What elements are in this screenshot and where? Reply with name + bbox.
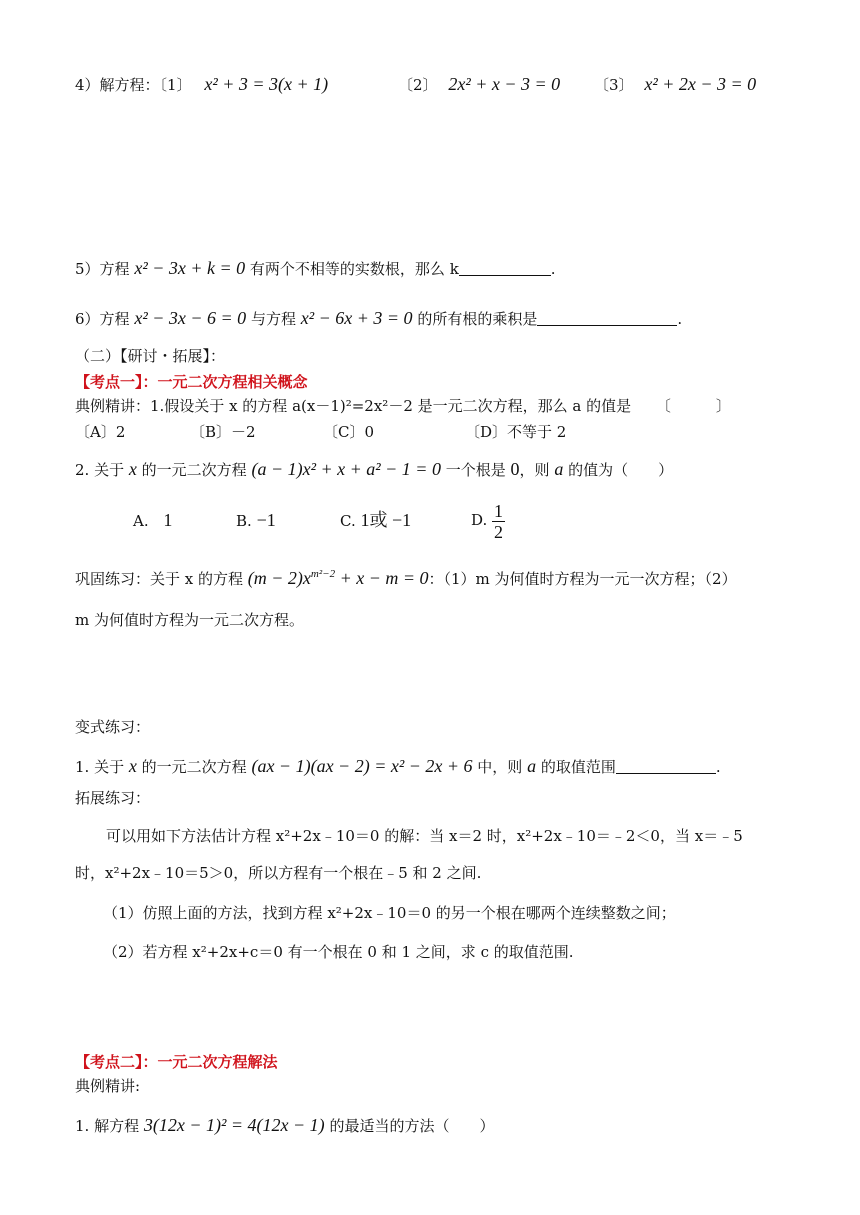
practice-tail: ：（1）m 为何值时方程为一元一次方程；（2） — [428, 570, 737, 588]
extend-question-2: （2）若方程 x²+2x+c＝0 有一个根在 0 和 1 之间，求 c 的取值范围. — [103, 943, 574, 961]
variant-var-a: a — [527, 756, 537, 776]
ex1-question — [75, 396, 731, 416]
ex1-answer-bracket[interactable]: 〔 〕 — [655, 397, 731, 415]
ex2-option-d-fraction — [492, 501, 505, 542]
ex2-option-c-label: C. — [340, 512, 356, 530]
variant-text3: 的取值范围 — [540, 758, 616, 776]
extend-paragraph-2: 时，x²+2x﹣10＝5＞0，所以方程有一个根在﹣5 和 2 之间. — [75, 864, 482, 882]
q4-part3-expr: x² + 2x − 3 = 0 — [644, 74, 757, 94]
ex1-option-c: 〔C〕0 — [323, 423, 375, 441]
ex2-var-x: x — [128, 459, 137, 479]
section-title: （二）【研讨・拓展】： — [75, 347, 226, 365]
q6-mid: 与方程 — [250, 310, 296, 328]
ex1-option-a: 〔A〕2 — [75, 423, 126, 441]
variant-lead: 1. 关于 — [75, 758, 125, 776]
ex2-option-b-label: B. — [236, 512, 252, 530]
ex3-text: 的最适当的方法（ ） — [329, 1117, 495, 1135]
ex1-text: 典例精讲：1.假设关于 x 的方程 a(x－1)²=2x²－2 是一元二次方程，那么 a 的值是 — [75, 397, 632, 415]
ex3-expr: 3(12x − 1)² = 4(12x − 1) — [143, 1115, 325, 1135]
fraction-denominator: 2 — [494, 521, 504, 542]
variant-question — [75, 756, 721, 777]
fraction-numerator: 1 — [494, 500, 504, 521]
practice-line2: m 为何值时方程为一元二次方程。 — [75, 611, 304, 629]
q4-part2-expr: 2x² + x − 3 = 0 — [448, 74, 561, 94]
ex3-title: 典例精讲: — [75, 1077, 141, 1095]
ex1-option-d: 〔D〕不等于 2 — [465, 423, 567, 441]
ex2-option-a-label: A. — [133, 512, 149, 530]
variant-var-x: x — [128, 756, 137, 776]
practice-lead: 巩固练习：关于 x 的方程 — [75, 570, 243, 588]
q5-text: 有两个不相等的实数根，那么 k — [249, 260, 459, 278]
q6-line — [75, 308, 682, 329]
variant-title: 变式练习： — [75, 718, 151, 736]
q4-part3-label: 〔3〕 — [594, 76, 634, 94]
ex2-expr: (a − 1)x² + x + a² − 1 = 0 — [251, 459, 441, 479]
ex2-option-d — [471, 498, 505, 542]
practice-line1 — [75, 564, 737, 589]
ex3-question — [75, 1115, 494, 1136]
extend-title: 拓展练习： — [75, 789, 151, 807]
ex2-option-c — [340, 510, 411, 531]
practice-expr: $(m - 2)x^{m^2-2} + x - m = 0$ — [247, 568, 429, 588]
point2-title: 【考点二】：一元二次方程解法 — [75, 1053, 278, 1071]
q5-end: . — [550, 260, 556, 278]
q4-lead: 4）解方程： — [75, 76, 160, 94]
q4-part1-expr: x² + 3 = 3(x + 1) — [204, 74, 329, 94]
ex2-text3: ，则 — [519, 461, 550, 479]
variant-end: . — [715, 758, 721, 776]
q6-answer-blank[interactable] — [537, 309, 677, 326]
ex2-option-a-value: 1 — [163, 510, 173, 530]
ex2-question — [75, 459, 673, 480]
q5-answer-blank[interactable] — [459, 259, 551, 276]
q4-part2-label: 〔2〕 — [398, 76, 438, 94]
variant-text2: 中，则 — [477, 758, 523, 776]
extend-paragraph-1: 可以用如下方法估计方程 x²+2x﹣10＝0 的解：当 x＝2 时，x²+2x﹣10＝﹣2＜0，当 x＝﹣5 — [106, 827, 743, 845]
ex2-text1: 的一元二次方程 — [141, 461, 247, 479]
ex2-option-d-label: D. — [471, 511, 488, 529]
variant-expr: (ax − 1)(ax − 2) = x² − 2x + 6 — [251, 756, 473, 776]
variant-text1: 的一元二次方程 — [141, 758, 247, 776]
q5-lead: 5）方程 — [75, 260, 130, 278]
q6-end: . — [677, 310, 683, 328]
q5-line — [75, 258, 556, 279]
practice-exponent: m²−2 — [310, 568, 336, 580]
q6-expr1: x² − 3x − 6 = 0 — [134, 308, 247, 328]
q6-text: 的所有根的乘积是 — [417, 310, 538, 328]
ex2-option-a — [133, 510, 172, 531]
ex2-option-b — [236, 510, 276, 531]
ex2-text4: 的值为（ ） — [568, 461, 674, 479]
ex1-option-b: 〔B〕－2 — [190, 423, 256, 441]
q6-lead: 6）方程 — [75, 310, 130, 328]
ex2-text2: 一个根是 — [445, 461, 506, 479]
q4-part1-label: 〔1〕 — [159, 76, 192, 94]
variant-answer-blank[interactable] — [616, 757, 716, 774]
q4-part3 — [594, 74, 756, 95]
extend-question-1: （1）仿照上面的方法，找到方程 x²+2x﹣10＝0 的另一个根在哪两个连续整数之间； — [103, 904, 676, 922]
ex2-option-c-value: 1或 −1 — [360, 510, 412, 530]
ex2-option-b-value: −1 — [256, 510, 276, 530]
q5-expr: x² − 3x + k = 0 — [134, 258, 246, 278]
q4-line — [75, 74, 328, 95]
ex2-var-a: a — [554, 459, 564, 479]
ex2-zero: 0 — [510, 459, 520, 479]
q6-expr2: x² − 6x + 3 = 0 — [300, 308, 413, 328]
point1-title: 【考点一】：一元二次方程相关概念 — [75, 373, 308, 391]
ex2-lead: 2. 关于 — [75, 461, 125, 479]
ex3-lead: 1. 解方程 — [75, 1117, 140, 1135]
q4-part2 — [398, 74, 560, 95]
